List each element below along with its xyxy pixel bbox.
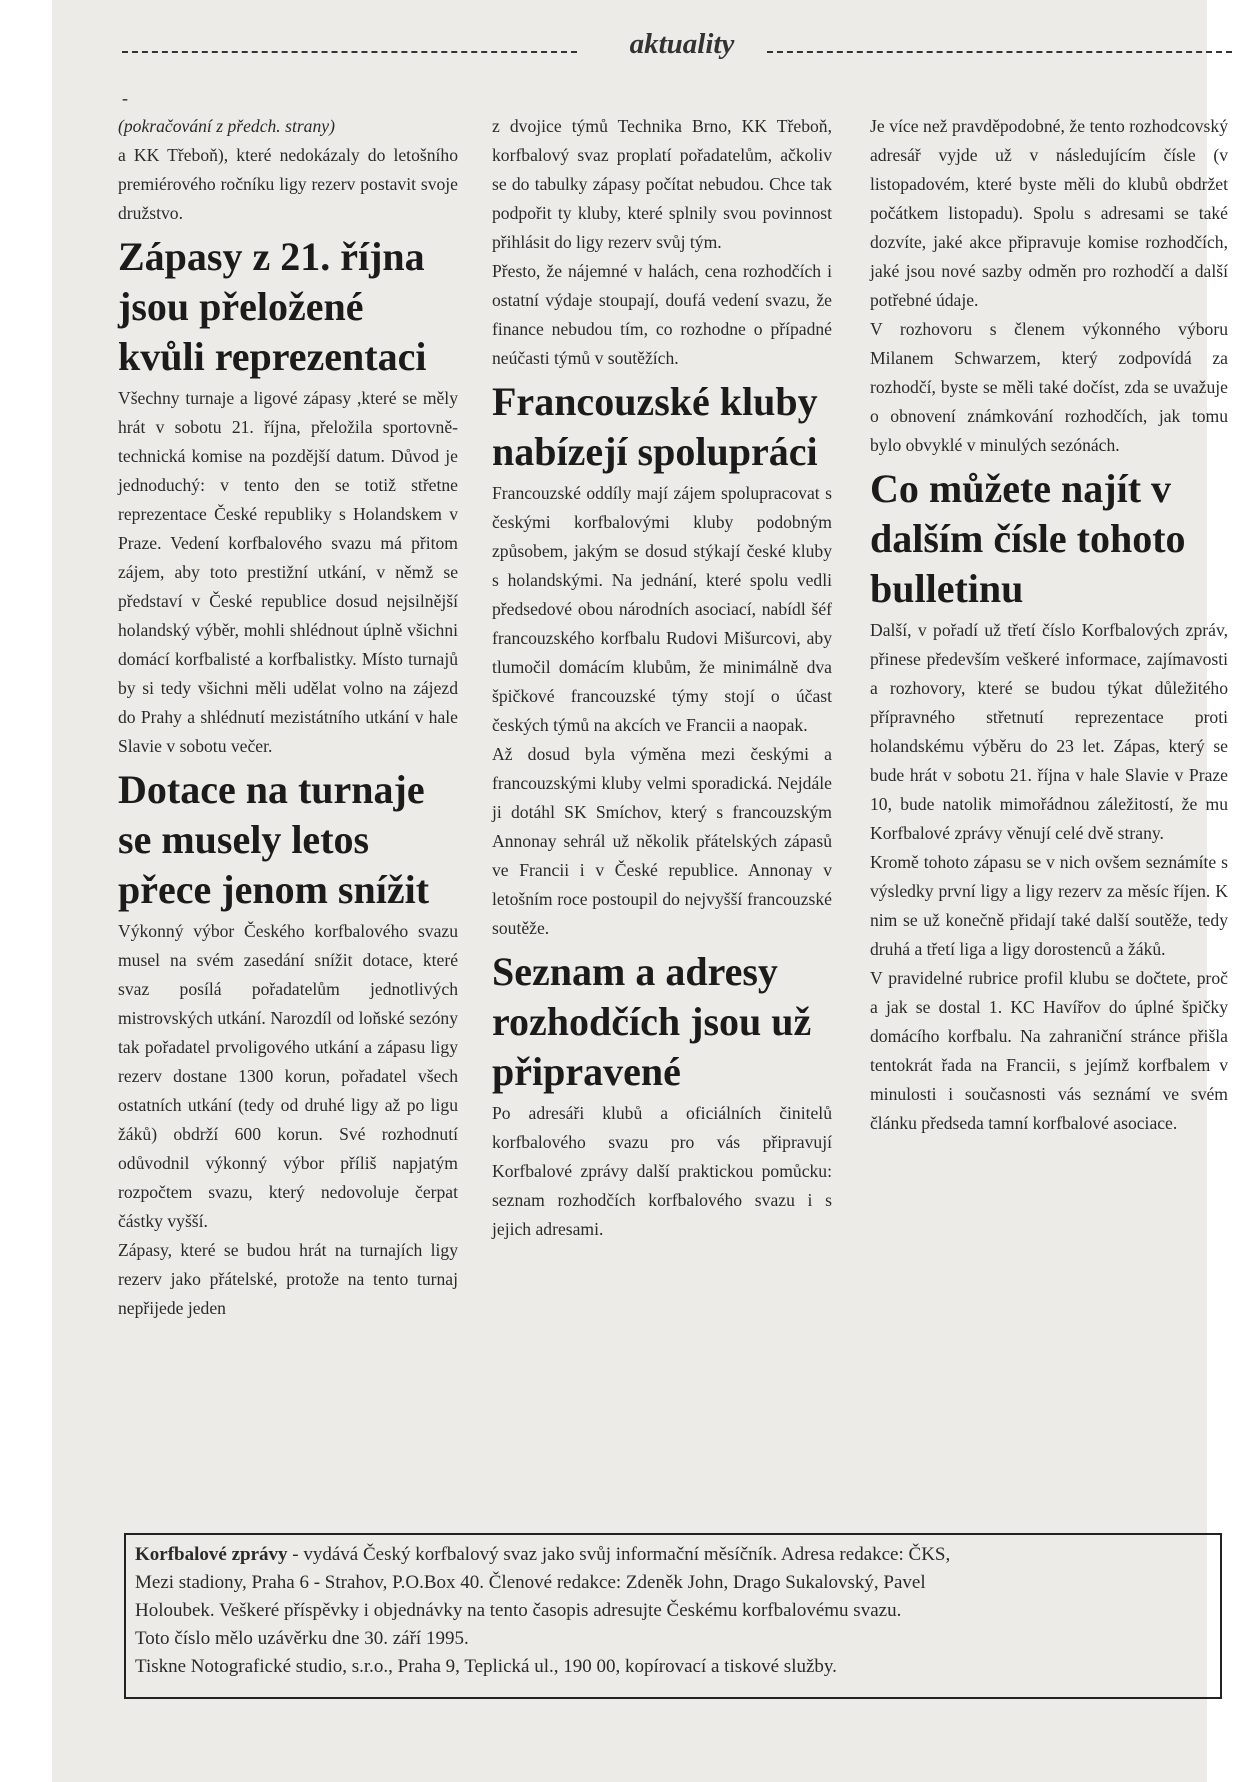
paragraph: Zápasy, které se budou hrát na turnajích ligy rezerv jako přátelské, protože na tento turnaj nepřijede jeden [118,1240,458,1318]
paragraph: V rozhovoru s členem výkonného výboru Milanem Schwarzem, který zodpovídá za rozhodčí, byste se měli také dočíst, zda se uvažuje o obnovení známkování rozhodčích, jak tomu bylo obvyklé v minulých sezónách. [870,319,1228,455]
article-headline: Co můžete najít v dalším čísle tohoto bulletinu [870,466,1186,611]
paragraph: a KK Třeboň), které nedokázaly do letošního premiérového ročníku ligy rezerv postavit svoje družstvo. [118,145,458,223]
colophon-line: Tiskne Notografické studio, s.r.o., Praha 9, Teplická ul., 190 00, kopírovací a tiskové služby. [135,1656,837,1677]
paragraph: Po adresáři klubů a oficiálních činitelů korfbalového svazu pro vás připravují Korfbalové zprávy další praktickou pomůcku: seznam rozhodčích korfbalového svazu i s jejich adresami. [492,1103,832,1239]
article-headline: Zápasy z 21. října jsou přeložené kvůli reprezentaci [118,234,427,379]
header-rule-right [767,51,1232,53]
paragraph: Přesto, že nájemné v halách, cena rozhodčích i ostatní výdaje stoupají, doufá vedení svazu, že finance nebudou tím, co rozhodne o případné neúčasti týmů v soutěžích. [492,261,832,368]
paragraph: Další, v pořadí už třetí číslo Korfbalových zpráv, přinese především veškeré informace, zajímavosti a rozhovory, které se budou týkat důležitého přípravného střetnutí reprezentace proti holandskému výběru do 23 let. Zápas, který se bude hrát v sobotu 21. října v hale Slavie v Praze 10, bude natolik mimořádnou záležitostí, že mu Korfbalové zprávy věnují celé dvě strany. [870,620,1228,843]
colophon-text: - vydává Český korfbalový svaz jako svůj informační měsíčník. Adresa redakce: ČKS, [287,1544,951,1565]
paragraph: Všechny turnaje a ligové zápasy ,které se měly hrát v sobotu 21. října, přeložila sportovně-technická komise na pozdější datum. Důvod je jednoduchý: v tento den se totiž střetne reprezentace České republiky s Holandskem v Praze. Vedení korfbalového svazu má přitom zájem, aby toto prestižní utkání, v němž se představí v České republice dosud nejsilnější holandský výběr, mohli shlédnout úplně všichni domácí korfbalisté a korfbalistky. Místo turnajů by si tedy všichni měli udělat volno na zájezd do Prahy a shlédnutí mezistátního utkání v hale Slavie v sobotu večer. [118,388,458,756]
article-headline: Dotace na turnaje se musely letos přece jenom snížit [118,767,430,912]
paragraph: Je více než pravděpodobné, že tento rozhodcovský adresář vyjde už v následujícím čísle (v listopadovém, které byste měli do klubů obdržet počátkem listopadu). Spolu s adresami se také dozvíte, jaké akce připravuje komise rozhodčích, jaké jsou nové sazby odměn pro rozhodčí a další potřebné údaje. [870,116,1228,310]
stray-mark: - [122,88,128,108]
publication-name: Korfbalové zprávy [135,1544,288,1565]
column-1 [118,112,458,1323]
colophon-line: Toto číslo mělo uzávěrku dne 30. září 1995. [135,1628,469,1649]
header-rule-left [122,51,577,53]
section-title: aktuality [629,28,735,60]
paragraph: z dvojice týmů Technika Brno, KK Třeboň, korfbalový svaz proplatí pořadatelům, ačkoliv se do tabulky zápasy počítat nebudou. Chce tak podpořit ty kluby, které splnily svou povinnost přihlásit do ligy rezerv svůj tým. [492,116,832,252]
paragraph: Francouzské oddíly mají zájem spolupracovat s českými korfbalovými kluby podobným způsobem, jakým se dosud stýkají české kluby s holandskými. Na jednání, které spolu vedli předsedové obou národních asociací, nabídl šéf francouzského korfbalu Rudovi Mišurcovi, aby tlumočil domácím klubům, že minimálně dva špičkové francouzské týmy stojí o účast českých týmů na akcích ve Francii a naopak. [492,483,832,735]
article-headline: Seznam a adresy rozhodčích jsou už připravené [492,949,812,1094]
colophon-box [124,1533,1222,1699]
paragraph: V pravidelné rubrice profil klubu se dočtete, proč a jak se dostal 1. KC Havířov do úplné špičky domácího korfbalu. Na zahraniční stránce přišla tentokrát řada na Francii, s jejímž korfbalem v minulosti i současnosti vás seznámí ve svém článku předseda tamní korfbalové asociace. [870,968,1228,1133]
column-2 [492,112,832,1244]
article-headline: Francouzské kluby nabízejí spolupráci [492,379,818,474]
paragraph: Výkonný výbor Českého korfbalového svazu musel na svém zasedání snížit dotace, které svaz posílá pořadatelům jednotlivých mistrovských utkání. Narozdíl od loňské sezóny tak pořadatel prvoligového utkání a zápasu ligy rezerv dostane 1300 korun, pořadatel všech ostatních utkání (tedy od druhé ligy až po ligu žáků) obdrží 600 korun. Své rozhodnutí odůvodnil výkonný výbor příliš napjatým rozpočtem svazu, který nedovoluje čerpat částky vyšší. [118,921,458,1231]
column-3 [870,112,1228,1138]
continuation-note: (pokračování z předch. strany) [118,116,335,136]
colophon-line [135,1541,1211,1569]
colophon-line: Holoubek. Veškeré příspěvky i objednávky na tento časopis adresujte Českému korfbalovému svazu. [135,1600,902,1621]
paragraph: Až dosud byla výměna mezi českými a francouzskými kluby velmi sporadická. Nejdále ji dotáhl SK Smíchov, který s francouzským Annonay sehrál už několik přátelských zápasů ve Francii i v České republice. Annonay v letošním roce postoupil do nejvyšší francouzské soutěže. [492,744,832,938]
newsletter-page [52,0,1228,1782]
colophon-line: Mezi stadiony, Praha 6 - Strahov, P.O.Box 40. Členové redakce: Zdeněk John, Drago Sukalovský, Pavel [135,1572,926,1593]
section-header [122,28,1232,74]
paragraph: Kromě tohoto zápasu se v nich ovšem seznámíte s výsledky první ligy a ligy rezerv za měsíc říjen. K nim se už konečně přidají také další soutěže, tedy druhá a třetí liga a ligy dorostenců a žáků. [870,852,1228,959]
